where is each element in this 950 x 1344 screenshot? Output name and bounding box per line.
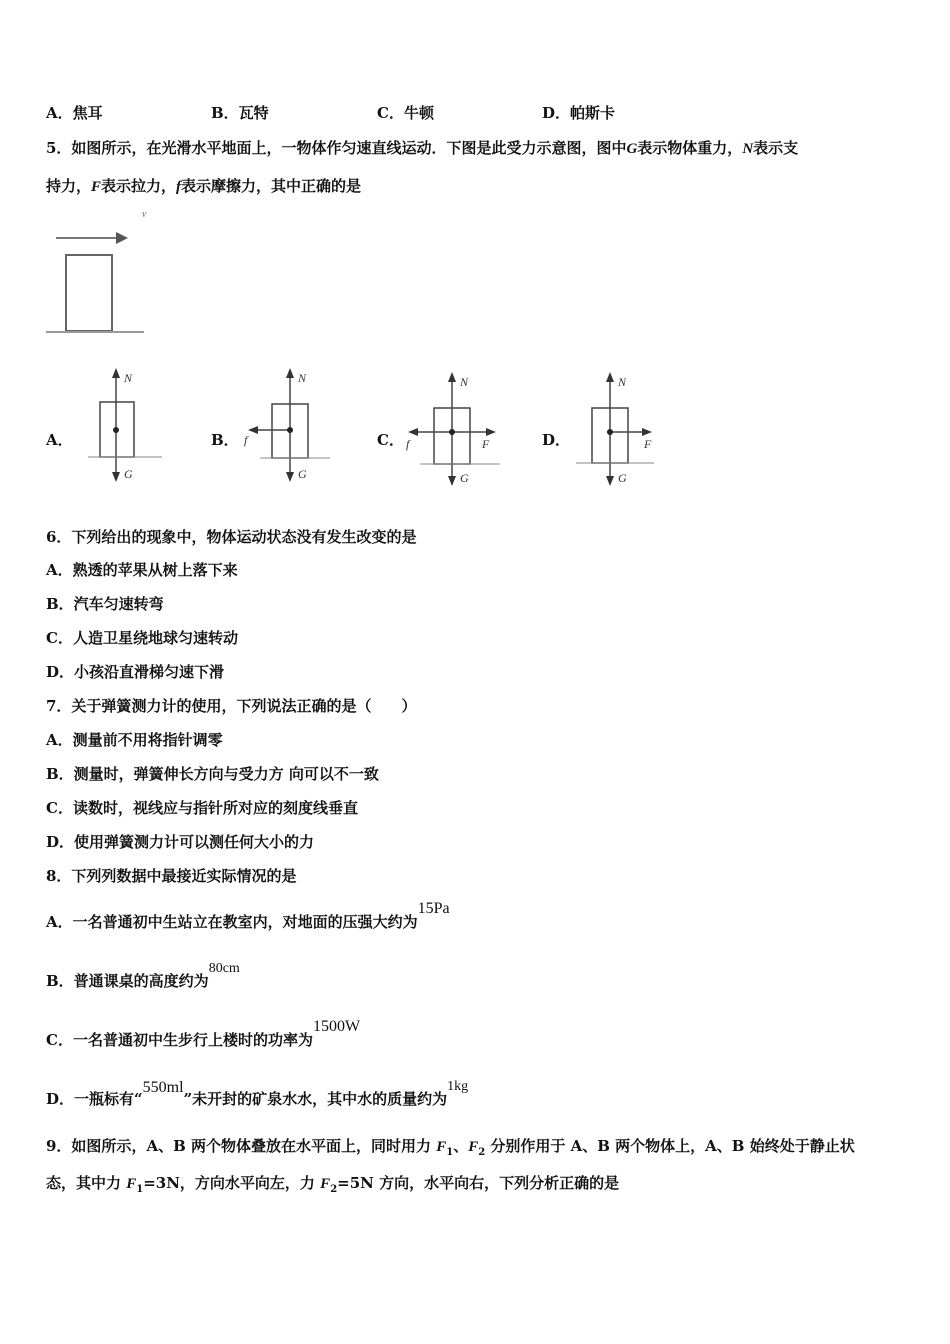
q5-option-d-label: D． <box>542 431 571 449</box>
svg-text:F: F <box>644 437 652 451</box>
q5-option-c-diagram <box>400 370 510 490</box>
svg-text:G: G <box>618 471 627 485</box>
q4-option-b: B．瓦特 <box>211 104 269 122</box>
q7-stem: 7．关于弹簧测力计的使用，下列说法正确的是（ ） <box>46 697 417 715</box>
q5-option-d-diagram <box>574 370 674 490</box>
q6-option-a: A．熟透的苹果从树上落下来 <box>46 561 238 579</box>
q5-option-b-label: B． <box>211 431 239 449</box>
svg-text:N: N <box>460 375 469 389</box>
q5-stem-line1: 5．如图所示，在光滑水平地面上，一物体作匀速直线运动．下图是此受力示意图，图中G表示物体重力，N表示支 <box>46 139 799 157</box>
q5-motion-figure <box>44 205 164 340</box>
q8-option-a: A．一名普通初中生站立在教室内，对地面的压强大约为15Pa <box>46 900 450 931</box>
q6-option-b: B．汽车匀速转弯 <box>46 595 164 613</box>
q8-option-d: D．一瓶标有“550ml”未开封的矿泉水水，其中水的质量约为1kg <box>46 1079 469 1108</box>
q6-option-d: D．小孩沿直滑梯匀速下滑 <box>46 663 225 681</box>
svg-text:N: N <box>124 371 133 385</box>
svg-text:f: f <box>406 437 410 451</box>
svg-text:N: N <box>298 371 307 385</box>
svg-text:f: f <box>244 433 248 447</box>
q7-option-d: D．使用弹簧测力计可以测任何大小的力 <box>46 833 315 851</box>
velocity-label: v <box>142 209 147 220</box>
q5-option-a-diagram <box>86 366 166 486</box>
q5-option-c-label: C． <box>377 431 404 449</box>
q8-option-c: C．一名普通初中生步行上楼时的功率为1500W <box>46 1018 361 1049</box>
q7-option-b: B．测量时，弹簧伸长方向与受力方 向可以不一致 <box>46 765 379 783</box>
q8-option-b: B．普通课桌的高度约为80cm <box>46 961 240 990</box>
q4-option-a: A．焦耳 <box>46 104 103 122</box>
svg-text:F: F <box>482 437 490 451</box>
q5-stem-line2: 持力，F表示拉力，f表示摩擦力，其中正确的是 <box>46 177 362 195</box>
q9-stem-line2: 态，其中力 $F_1=3N$，方向水平向左，力 $F_2=5N$ 方向，水平向右，下列分析正确的是 <box>46 1174 620 1195</box>
q9-stem-line1: 9．如图所示，A、B 两个物体叠放在水平面上，同时用力 $F_1$、$F_2$ 分别作用于 A、B 两个物体上，A、B 始终处于静止状 <box>46 1137 855 1158</box>
q6-stem: 6．下列给出的现象中，物体运动状态没有发生改变的是 <box>46 528 417 546</box>
svg-text:G: G <box>124 467 133 481</box>
q8-stem: 8．下列列数据中最接近实际情况的是 <box>46 867 297 885</box>
q7-option-a: A．测量前不用将指针调零 <box>46 731 223 749</box>
q4-option-d: D．帕斯卡 <box>542 104 616 122</box>
q6-option-c: C．人造卫星绕地球匀速转动 <box>46 629 238 647</box>
velocity-arrow-head <box>116 232 128 244</box>
svg-text:G: G <box>460 471 469 485</box>
q7-option-c: C．读数时，视线应与指针所对应的刻度线垂直 <box>46 799 358 817</box>
block <box>66 255 112 331</box>
svg-text:G: G <box>298 467 307 481</box>
q5-option-b-diagram <box>240 366 340 486</box>
q4-option-c: C．牛顿 <box>377 104 434 122</box>
q5-option-a-label: A． <box>46 431 73 449</box>
svg-text:N: N <box>618 375 627 389</box>
